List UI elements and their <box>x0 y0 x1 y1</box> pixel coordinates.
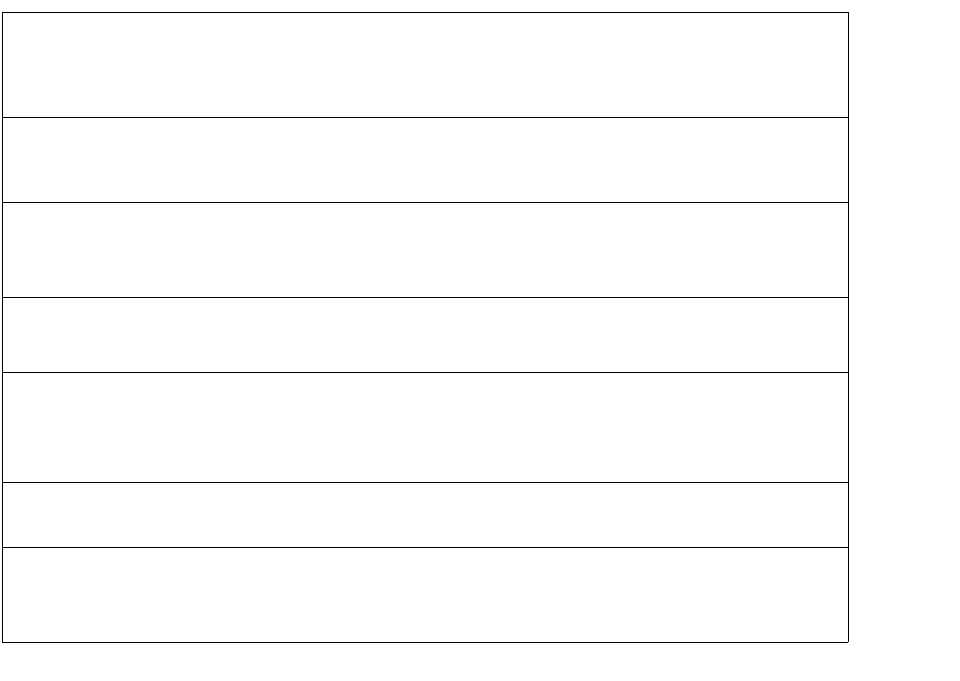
row-divider <box>2 297 848 298</box>
row-divider <box>2 547 848 548</box>
row-divider <box>2 202 848 203</box>
row-divider <box>2 12 848 13</box>
row-divider <box>2 372 848 373</box>
table-right-border <box>848 12 849 642</box>
row-divider <box>2 117 848 118</box>
row-divider <box>2 482 848 483</box>
row-divider <box>2 642 848 643</box>
